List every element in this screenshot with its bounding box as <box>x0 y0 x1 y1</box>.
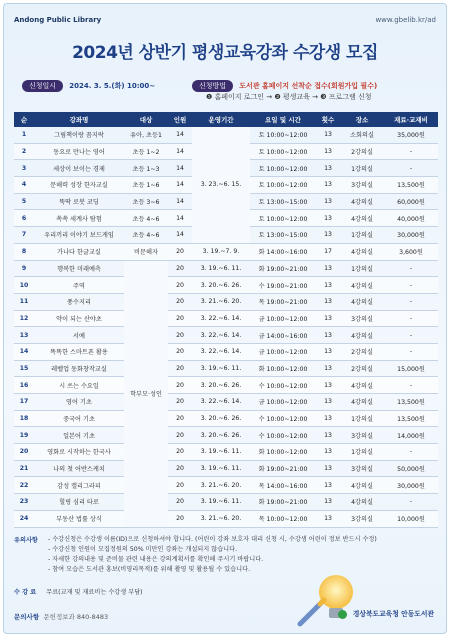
table-cell: 4강의실 <box>340 494 384 511</box>
table-cell: 동요로 만나는 영어 <box>34 143 124 160</box>
table-cell: 2 <box>14 143 34 160</box>
table-row <box>14 127 438 143</box>
fee-label: 수 강 료 <box>14 589 37 596</box>
table-cell: 서예 <box>34 327 124 344</box>
table-cell: 수 10:00~12:00 <box>250 410 316 427</box>
logo-text: 경상북도교육청 안동도서관 <box>352 610 434 618</box>
table-cell: 수 10:00~12:00 <box>250 427 316 444</box>
table-cell: 20 <box>168 327 192 344</box>
table-cell: 화 14:00~16:00 <box>250 243 316 260</box>
table-cell: 약이 되는 산야초 <box>34 310 124 327</box>
table-cell: 7 <box>14 227 34 244</box>
table-header-cell: 횟수 <box>316 112 340 127</box>
table-cell: 20 <box>168 293 192 310</box>
table-cell: 20 <box>14 444 34 461</box>
table-cell: 토 10:00~12:00 <box>250 210 316 227</box>
table-cell: 부동산 법률 상식 <box>34 510 124 527</box>
table-cell: 3. 19.~6. 11. <box>192 494 250 511</box>
table-header-cell: 운영기간 <box>192 112 250 127</box>
table-cell: 13 <box>14 327 34 344</box>
table-cell: 수 19:00~21:00 <box>250 277 316 294</box>
table-cell: 2강의실 <box>340 360 384 377</box>
table-cell: 3. 22.~6. 14. <box>192 343 250 360</box>
table-cell: 3. 20.~6. 26. <box>192 427 250 444</box>
library-url[interactable]: www.gbelib.kr/ad <box>375 16 436 24</box>
table-cell: 토 13:00~15:00 <box>250 193 316 210</box>
method-line2: ❶ 홈페이지 로그인 → ❷ 평생교육 → ❸ 프로그램 신청 <box>206 93 372 101</box>
table-cell: 13 <box>316 510 340 527</box>
table-cell: 20 <box>168 477 192 494</box>
table-header-cell: 인원 <box>168 112 192 127</box>
note-line: - 수강신청은 수강생 이름(ID)으로 신청하셔야 합니다. (어린이 강좌 보호자 대리 신청 시, 수강생 어린이 정보 반드시 수정) <box>48 536 377 543</box>
table-cell: 3. 19.~6. 11. <box>192 260 250 277</box>
table-cell: 18 <box>14 410 34 427</box>
table-cell: 17 <box>316 243 340 260</box>
table-cell: 2강의실 <box>340 343 384 360</box>
table-cell: 3. 19.~6. 11. <box>192 444 250 461</box>
table-cell: 13 <box>316 427 340 444</box>
table-cell: 똑똑한 스마트폰 활용 <box>34 343 124 360</box>
course-table <box>14 112 438 528</box>
table-cell: 4강의실 <box>340 327 384 344</box>
table-cell: 3. 19.~7. 9. <box>192 243 250 260</box>
table-cell: 13,500원 <box>384 394 438 411</box>
table-cell: 13 <box>316 160 340 177</box>
period-value: 2024. 3. 5.(화) 10:00~ <box>69 82 156 90</box>
table-cell: 8 <box>14 243 34 260</box>
table-cell: 23 <box>14 494 34 511</box>
table-cell: 세상이 보이는 경제 <box>34 160 124 177</box>
table-row <box>14 444 438 461</box>
note-line: - 자세한 강의내용 및 준비물 관련 내용은 강의계획서를 확인해 주시기 바랍니다. <box>48 556 264 563</box>
table-row <box>14 260 438 277</box>
page-title: 2024년 상반기 평생교육강좌 수강생 모집 <box>72 43 378 63</box>
table-cell: 3강의실 <box>340 177 384 194</box>
table-cell: 13 <box>316 394 340 411</box>
table-cell: 영어 기초 <box>34 394 124 411</box>
table-cell: 3 <box>14 160 34 177</box>
table-cell: 그림책이랑 꼼지락 <box>34 127 124 143</box>
table-cell: 20 <box>168 410 192 427</box>
table-row <box>14 310 438 327</box>
table-cell: 21 <box>14 460 34 477</box>
table-cell: 10,000원 <box>384 510 438 527</box>
table-cell: 가나다 한글교실 <box>34 243 124 260</box>
table-cell: 주역 <box>34 277 124 294</box>
table-cell: 50,000원 <box>384 460 438 477</box>
table-cell: 13 <box>316 377 340 394</box>
table-header-cell: 장소 <box>340 112 384 127</box>
table-cell: - <box>384 327 438 344</box>
table-cell: 13 <box>316 293 340 310</box>
table-cell: 일본어 기초 <box>34 427 124 444</box>
table-cell: 13 <box>316 177 340 194</box>
table-cell: 토 10:00~12:00 <box>250 127 316 143</box>
table-cell: 3강의실 <box>340 510 384 527</box>
table-cell: 초등 1~3 <box>124 160 168 177</box>
table-cell: 시 쓰는 수요일 <box>34 377 124 394</box>
table-cell: 4강의실 <box>340 277 384 294</box>
table-cell: 3. 20.~6. 26. <box>192 277 250 294</box>
table-row <box>14 510 438 527</box>
table-cell: 14,000원 <box>384 427 438 444</box>
lightbulb-icon <box>296 566 366 628</box>
table-cell: 60,000원 <box>384 193 438 210</box>
fee-value: 무료(교재 및 재료비는 수강생 부담) <box>46 589 143 596</box>
table-cell: 1강의실 <box>340 260 384 277</box>
table-row <box>14 494 438 511</box>
table-cell: 20 <box>168 494 192 511</box>
table-cell: 15 <box>14 360 34 377</box>
table-cell: 20 <box>168 377 192 394</box>
table-cell: 4강의실 <box>340 210 384 227</box>
table-cell: 13 <box>316 460 340 477</box>
table-cell: 토 10:00~12:00 <box>250 160 316 177</box>
table-cell: 수 10:00~12:00 <box>250 377 316 394</box>
table-cell: 금 10:00~12:00 <box>250 310 316 327</box>
table-header-cell: 순 <box>14 112 34 127</box>
table-cell: 3강의실 <box>340 310 384 327</box>
table-cell: 행복한 미래예측 <box>34 260 124 277</box>
table-cell: 1강의실 <box>340 410 384 427</box>
table-cell: - <box>384 494 438 511</box>
table-cell: 토 10:00~12:00 <box>250 177 316 194</box>
table-cell: 20 <box>168 343 192 360</box>
table-cell: 뚝딱 로봇 코딩 <box>34 193 124 210</box>
table-cell: 3. 19.~6. 11. <box>192 360 250 377</box>
table-cell: 우리끼리 이야기 보드게임 <box>34 227 124 244</box>
table-body <box>14 127 438 527</box>
table-row <box>14 377 438 394</box>
table-cell: 토 10:00~12:00 <box>250 143 316 160</box>
table-cell: 3. 22.~6. 14. <box>192 310 250 327</box>
table-cell: 4강의실 <box>340 477 384 494</box>
table-cell: 감성 캘리그라피 <box>34 477 124 494</box>
table-cell: 유아, 초등1 <box>124 127 168 143</box>
table-cell: 20 <box>168 260 192 277</box>
table-cell: 13 <box>316 360 340 377</box>
table-cell: 3. 20.~6. 26. <box>192 410 250 427</box>
poster <box>3 3 447 634</box>
table-cell: 20 <box>168 243 192 260</box>
table-cell: 초등 3~6 <box>124 193 168 210</box>
table-cell: 13 <box>316 327 340 344</box>
table-cell: 5 <box>14 193 34 210</box>
table-cell: 13,500원 <box>384 410 438 427</box>
table-cell: 3,600원 <box>384 243 438 260</box>
table-cell: 3. 20.~6. 26. <box>192 377 250 394</box>
method-label: 신청방법 <box>192 80 233 92</box>
table-cell: 13 <box>316 410 340 427</box>
table-cell: 14 <box>168 160 192 177</box>
contact-section <box>14 612 108 621</box>
table-cell: 3. 21.~6. 20. <box>192 293 250 310</box>
table-cell: 20 <box>168 427 192 444</box>
table-cell: 화 19:00~21:00 <box>250 494 316 511</box>
table-cell: 화 10:00~12:00 <box>250 444 316 461</box>
table-cell: 풍수지리 <box>34 293 124 310</box>
table-header-row <box>14 112 438 127</box>
fee-section <box>14 587 143 596</box>
table-row <box>14 360 438 377</box>
table-cell: 화 19:00~21:00 <box>250 460 316 477</box>
table-row <box>14 394 438 411</box>
period-label: 신청일시 <box>22 80 63 92</box>
table-cell: 16 <box>14 377 34 394</box>
table-cell: 14 <box>168 177 192 194</box>
table-cell: 20 <box>168 510 192 527</box>
table-cell: 15,000원 <box>384 360 438 377</box>
table-cell: 24 <box>14 510 34 527</box>
table-cell: 초등 1~2 <box>124 143 168 160</box>
table-header-cell: 요일 및 시간 <box>250 112 316 127</box>
table-cell: 13 <box>316 310 340 327</box>
table-cell: 나의 첫 어반스케치 <box>34 460 124 477</box>
table-cell: 토 13:00~15:00 <box>250 227 316 244</box>
table-cell: 4강의실 <box>340 243 384 260</box>
table-cell: 초등 4~6 <box>124 227 168 244</box>
table-cell: 11 <box>14 293 34 310</box>
table-cell: - <box>384 160 438 177</box>
table-cell: 6 <box>14 210 34 227</box>
table-cell: 영화로 시작하는 한국사 <box>34 444 124 461</box>
contact-label: 문의사항 <box>14 613 40 621</box>
table-cell: 3. 21.~6. 20. <box>192 477 250 494</box>
table-cell: 13 <box>316 444 340 461</box>
table-cell: 20 <box>168 394 192 411</box>
table-cell: - <box>384 293 438 310</box>
application-method <box>192 80 436 101</box>
table-header-cell: 재료·교재비 <box>384 112 438 127</box>
table-header-cell: 강좌명 <box>34 112 124 127</box>
table-cell: 22 <box>14 477 34 494</box>
table-cell: 13,500원 <box>384 177 438 194</box>
table-cell: 문해력 성장 한자교실 <box>34 177 124 194</box>
table-cell: 4강의실 <box>340 394 384 411</box>
table-cell: 비문해자 <box>124 243 168 260</box>
table-cell: 화 19:00~21:00 <box>250 260 316 277</box>
table-cell: 13 <box>316 343 340 360</box>
note-line: - 참여 모습은 도서관 홍보(비영리목적)를 위해 촬영 및 활용될 수 있습니다. <box>48 566 251 573</box>
table-cell: 중국어 기초 <box>34 410 124 427</box>
library-name: Andong Public Library <box>14 16 102 24</box>
merged-target-cell: 학부모·성인 <box>124 260 168 527</box>
table-cell: 14 <box>168 193 192 210</box>
table-row <box>14 343 438 360</box>
education-office-logo <box>338 608 434 619</box>
table-cell: 13 <box>316 277 340 294</box>
table-cell: 20 <box>168 310 192 327</box>
table-cell: - <box>384 343 438 360</box>
table-cell: - <box>384 277 438 294</box>
table-cell: 13 <box>316 477 340 494</box>
table-cell: - <box>384 260 438 277</box>
table-cell: 35,000원 <box>384 127 438 143</box>
table-cell: 초등 1~6 <box>124 177 168 194</box>
table-cell: 금 14:00~16:00 <box>250 327 316 344</box>
table-header-cell: 대상 <box>124 112 168 127</box>
table-cell: 목 14:00~16:00 <box>250 477 316 494</box>
table-row <box>14 277 438 294</box>
table-row <box>14 460 438 477</box>
table-cell: 4강의실 <box>340 377 384 394</box>
table-cell: 14 <box>168 210 192 227</box>
table-cell: 30,000원 <box>384 227 438 244</box>
table-cell: 20 <box>168 277 192 294</box>
note-line: - 수강신청 인원이 모집정원의 50% 미만인 강좌는 개설되지 않습니다. <box>48 546 238 553</box>
table-cell: 소회의실 <box>340 127 384 143</box>
table-cell: 20 <box>168 460 192 477</box>
table-cell: 4강의실 <box>340 193 384 210</box>
table-cell: 14 <box>168 127 192 143</box>
table-cell: - <box>384 377 438 394</box>
contact-value: 문헌정보과 840-8483 <box>43 613 109 621</box>
table-cell: 13 <box>316 227 340 244</box>
table-row <box>14 427 438 444</box>
table-cell: 14 <box>14 343 34 360</box>
table-cell: 13 <box>316 127 340 143</box>
table-cell: 20 <box>168 360 192 377</box>
table-cell: 1강의실 <box>340 227 384 244</box>
table-cell: 13 <box>316 210 340 227</box>
table-cell: - <box>384 444 438 461</box>
table-cell: 1강의실 <box>340 444 384 461</box>
table-cell: 초등 4~6 <box>124 210 168 227</box>
table-cell: 4강의실 <box>340 293 384 310</box>
table-cell: 13 <box>316 143 340 160</box>
logo-mark-icon <box>338 610 347 619</box>
table-cell: 10 <box>14 277 34 294</box>
table-cell: 13 <box>316 193 340 210</box>
table-cell: 14 <box>168 143 192 160</box>
table-cell: 쏙쏙 세계사 탐험 <box>34 210 124 227</box>
table-cell: 3강의실 <box>340 460 384 477</box>
table-cell: 1 <box>14 127 34 143</box>
table-cell: 20 <box>168 444 192 461</box>
table-cell: 화 10:00~12:00 <box>250 360 316 377</box>
table-cell: 17 <box>14 394 34 411</box>
table-row <box>14 243 438 260</box>
table-cell: 9 <box>14 260 34 277</box>
table-cell: 3. 22.~6. 14. <box>192 394 250 411</box>
table-cell: 40,000원 <box>384 210 438 227</box>
table-cell: 14 <box>168 227 192 244</box>
table-cell: 3. 19.~6. 11. <box>192 460 250 477</box>
table-cell: 19 <box>14 427 34 444</box>
table-cell: 금 10:00~12:00 <box>250 343 316 360</box>
table-cell: 2강의실 <box>340 143 384 160</box>
application-period <box>22 80 155 92</box>
table-row <box>14 293 438 310</box>
table-row <box>14 327 438 344</box>
table-cell: 12 <box>14 310 34 327</box>
method-line1: 도서관 홈페이지 선착순 접수(회원가입 필수) <box>239 82 378 90</box>
table-cell: - <box>384 310 438 327</box>
table-cell: 금 10:00~12:00 <box>250 394 316 411</box>
notes-label: 유의사항 <box>14 537 38 544</box>
table-cell: 13 <box>316 494 340 511</box>
table-row <box>14 477 438 494</box>
table-cell: 3강의실 <box>340 427 384 444</box>
table-cell: 30,000원 <box>384 477 438 494</box>
table-row <box>14 410 438 427</box>
table-cell: 목 10:00~12:00 <box>250 510 316 527</box>
table-cell: 13 <box>316 260 340 277</box>
table-cell: 레벨업 동화창작교실 <box>34 360 124 377</box>
table-cell: 1강의실 <box>340 160 384 177</box>
table-cell: 힐링 심리 타로 <box>34 494 124 511</box>
top-bar <box>14 16 436 28</box>
table-cell: - <box>384 143 438 160</box>
table-cell: 3. 21.~6. 20. <box>192 510 250 527</box>
table-cell: 3. 22.~6. 14. <box>192 327 250 344</box>
table-cell: 4 <box>14 177 34 194</box>
table-cell: 목 19:00~21:00 <box>250 293 316 310</box>
merged-period-cell: 3. 23.~6. 15. <box>192 127 250 243</box>
